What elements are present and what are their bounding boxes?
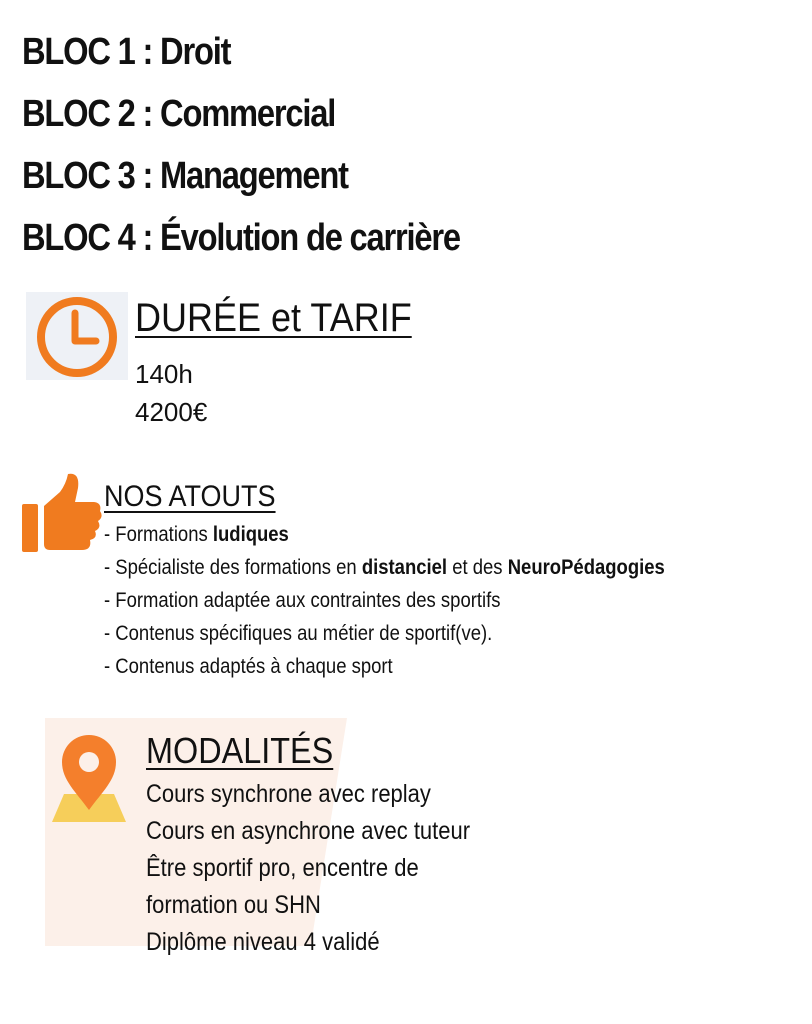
- location-pin-icon: [48, 730, 130, 826]
- atouts-item: - Spécialiste des formations en distanciel et des NeuroPédagogies: [104, 556, 665, 579]
- bloc-list: [22, 26, 531, 274]
- atouts-item: - Contenus spécifiques au métier de sportif(ve).: [104, 622, 493, 645]
- modalites-section: [146, 730, 514, 961]
- atouts-item: - Formation adaptée aux contraintes des sportifs: [104, 589, 501, 612]
- atouts-item: - Formations ludiques: [104, 523, 289, 546]
- bloc-item: BLOC 3 : Management: [22, 155, 348, 197]
- bloc-item: BLOC 4 : Évolution de carrière: [22, 217, 460, 259]
- modalites-line: Cours synchrone avec replay: [146, 780, 431, 808]
- atouts-title: NOS ATOUTS: [104, 480, 276, 513]
- bloc-item: BLOC 1 : Droit: [22, 31, 231, 73]
- thumbs-up-icon: [20, 470, 104, 556]
- modalites-line: Être sportif pro, encentre de: [146, 854, 419, 882]
- duree-section: [135, 296, 442, 431]
- clock-icon-box: [26, 292, 128, 380]
- clock-icon: [34, 294, 120, 380]
- modalites-line: Cours en asynchrone avec tuteur: [146, 817, 471, 845]
- modalites-line: Diplôme niveau 4 validé: [146, 928, 380, 956]
- duree-title: DURÉE et TARIF: [135, 296, 412, 340]
- atouts-item: - Contenus adaptés à chaque sport: [104, 655, 393, 678]
- modalites-title: MODALITÉS: [146, 730, 334, 771]
- duree-hours: 140h: [135, 359, 193, 389]
- bloc-item: BLOC 2 : Commercial: [22, 93, 336, 135]
- atouts-section: [104, 480, 741, 683]
- duree-price: 4200€: [135, 397, 208, 427]
- modalites-line: formation ou SHN: [146, 891, 321, 919]
